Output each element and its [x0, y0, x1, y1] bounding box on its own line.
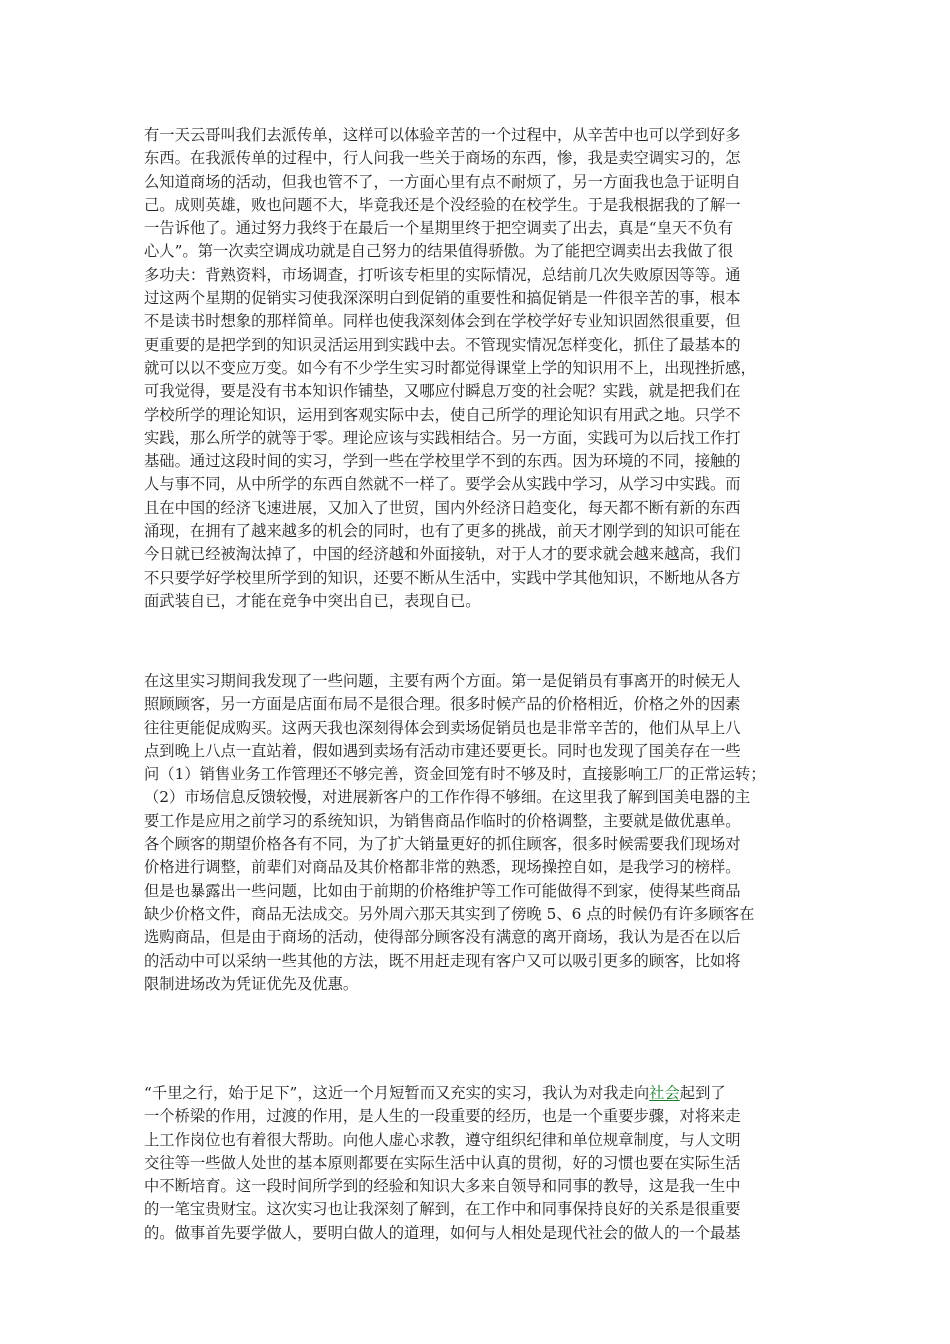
link-society[interactable]: 社会 — [649, 1084, 680, 1102]
text-line: 更重要的是把学到的知识灵活运用到实践中去。不管现实情况怎样变化，抓住了最基本的 — [144, 335, 741, 354]
text-line: 且在中国的经济飞速进展，又加入了世贸，国内外经济日趋变化，每天都不断有新的东西 — [144, 498, 741, 517]
text-line: 今日就已经被淘汰掉了，中国的经济越和外面接轨，对于人才的要求就会越来越高，我们 — [144, 545, 741, 564]
text-line: （2）市场信息反馈较慢，对进展新客户的工作作得不够细。在这里我了解到国美电器的主 — [144, 788, 751, 807]
text-line: 的活动中可以采纳一些其他的方法，既不用赶走现有客户又可以吸引更多的顾客，比如将 — [144, 951, 741, 970]
paragraph-2 — [144, 670, 766, 996]
text-line: 中不断培育。这一段时间所学到的经验和知识大多来自领导和同事的教导，这是我一生中 — [144, 1177, 741, 1196]
text-line: 有一天云哥叫我们去派传单，这样可以体验辛苦的一个过程中，从辛苦中也可以学到好多 — [144, 126, 741, 144]
text-line: 在这里实习期间我发现了一些问题，主要有两个方面。第一是促销员有事离开的时候无人 — [144, 672, 741, 690]
text-line: 上工作岗位也有着很大帮助。向他人虚心求教，遵守组织纪律和单位规章制度，与人文明 — [144, 1130, 741, 1149]
text-line: 一个桥梁的作用，过渡的作用，是人生的一段重要的经历，也是一个重要步骤，对将来走 — [144, 1107, 741, 1126]
text-line: 就可以以不变应万变。如今有不少学生实习时都觉得课堂上学的知识用不上，出现挫折感， — [144, 358, 756, 377]
text-line: 么知道商场的活动，但我也管不了，一方面心里有点不耐烦了，另一方面我也急于证明自 — [144, 172, 741, 191]
text-line: 缺少价格文件，商品无法成交。另外周六那天其实到了傍晚 5、6 点的时候仍有许多顾客在 — [144, 904, 755, 923]
text-line: 东西。在我派传单的过程中，行人问我一些关于商场的东西，惨，我是卖空调实习的，怎 — [144, 149, 741, 168]
text-line: 要工作是应用之前学习的系统知识，为销售商品作临时的价格调整，主要就是做优惠单。 — [144, 811, 741, 830]
text-line: 不只要学好学校里所学到的知识，还要不断从生活中，实践中学其他知识，不断地从各方 — [144, 568, 741, 587]
text-line: 己。成则英雄，败也问题不大，毕竟我还是个没经验的在校学生。于是我根据我的了解一 — [144, 195, 741, 214]
text-line: 面武装自已，才能在竞争中突出自已，表现自已。 — [144, 591, 481, 610]
text-line: 多功夫：背熟资料，市场调查，打听该专柜里的实际情况，总结前几次失败原因等等。通 — [144, 265, 741, 284]
text-line: 往往更能促成购买。这两天我也深刻得体会到卖场促销员也是非常辛苦的，他们从早上八 — [144, 718, 741, 737]
text-segment: 起到了 — [679, 1084, 726, 1102]
text-line: 各个顾客的期望价格各有不同，为了扩大销量更好的抓住顾客，很多时候需要我们现场对 — [144, 835, 741, 854]
text-line — [144, 1082, 741, 1105]
text-line: 问（1）销售业务工作管理还不够完善，资金回笼有时不够及时，直接影响工厂的正常运转； — [144, 765, 766, 784]
text-line: 不是读书时想象的那样简单。同样也使我深刻体会到在学校学好专业知识固然很重要，但 — [144, 312, 741, 331]
text-segment: “千里之行，始于足下”，这近一个月短暂而又充实的实习，我认为对我走向 — [144, 1084, 650, 1102]
text-line: 人与事不同，从中所学的东西自然就不一样了。要学会从实践中学习，从学习中实践。而 — [144, 475, 741, 494]
paragraph-3 — [144, 1082, 741, 1245]
text-line: 学校所学的理论知识，运用到客观实际中去，使自己所学的理论知识有用武之地。只学不 — [144, 405, 741, 424]
text-line: 可我觉得，要是没有书本知识作铺垫，又哪应付瞬息万变的社会呢？实践，就是把我们在 — [144, 382, 741, 401]
text-line: 点到晚上八点一直站着，假如遇到卖场有活动市建还要更长。同时也发现了国美存在一些 — [144, 741, 741, 760]
text-line: 涌现，在拥有了越来越多的机会的同时，也有了更多的挑战，前天才刚学到的知识可能在 — [144, 522, 741, 541]
paragraph-1 — [144, 124, 756, 613]
text-line: 照顾顾客，另一方面是店面布局不是很合理。很多时候产品的价格相近，价格之外的因素 — [144, 695, 741, 714]
text-line: 价格进行调整，前辈们对商品及其价格都非常的熟悉，现场操控自如，是我学习的榜样。 — [144, 858, 741, 877]
text-line: 的。做事首先要学做人，要明白做人的道理，如何与人相处是现代社会的做人的一个最基 — [144, 1223, 741, 1242]
text-line: 但是也暴露出一些问题，比如由于前期的价格维护等工作可能做得不到家，使得某些商品 — [144, 881, 741, 900]
text-line: 基础。通过这段时间的实习，学到一些在学校里学不到的东西。因为环境的不同，接触的 — [144, 452, 741, 471]
text-line: 过这两个星期的促销实习使我深深明白到促销的重要性和搞促销是一件很辛苦的事，根本 — [144, 289, 741, 308]
text-line: 实践，那么所学的就等于零。理论应该与实践相结合。另一方面，实践可为以后找工作打 — [144, 428, 741, 447]
text-line: 限制进场改为凭证优先及优惠。 — [144, 974, 359, 993]
text-line: 的一笔宝贵财宝。这次实习也让我深刻了解到，在工作中和同事保持良好的关系是很重要 — [144, 1200, 741, 1219]
text-line: 心人”。第一次卖空调成功就是自己努力的结果值得骄傲。为了能把空调卖出去我做了很 — [144, 242, 734, 261]
text-line: 一告诉他了。通过努力我终于在最后一个星期里终于把空调卖了出去，真是“皇天不负有 — [144, 219, 734, 238]
text-line: 交往等一些做人处世的基本原则都要在实际生活中认真的贯彻，好的习惯也要在实际生活 — [144, 1153, 741, 1172]
text-line: 选购商品，但是由于商场的活动，使得部分顾客没有满意的离开商场，我认为是否在以后 — [144, 928, 741, 947]
